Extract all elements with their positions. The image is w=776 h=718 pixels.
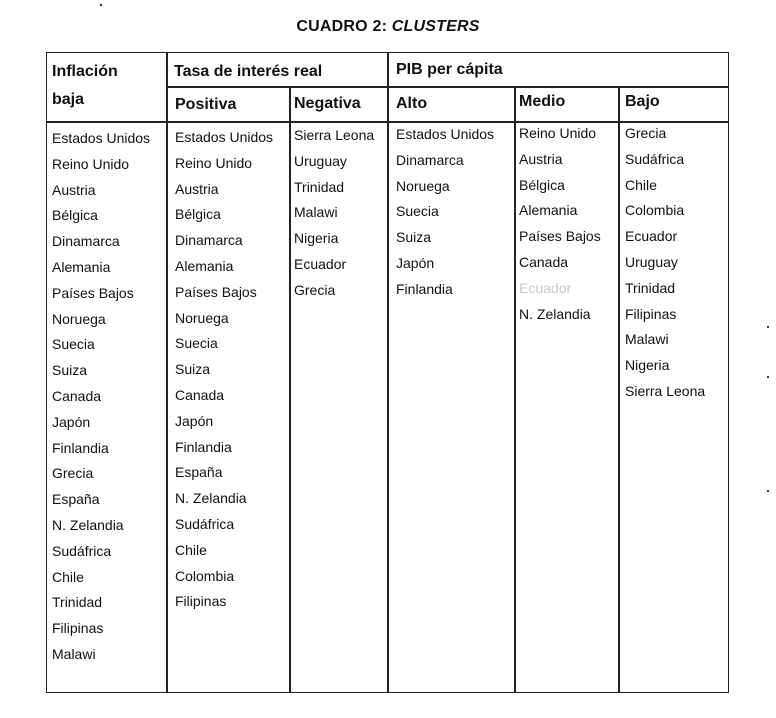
header-medio: Medio: [519, 93, 566, 110]
list-item: Filipinas: [625, 305, 677, 322]
list-item: Finlandia: [175, 438, 232, 455]
list-item: Trinidad: [294, 178, 345, 195]
col-divider: [166, 53, 168, 692]
list-item: Países Bajos: [175, 283, 257, 300]
list-item: Filipinas: [175, 593, 227, 610]
column-negativa: [294, 123, 374, 304]
title-clusters: CLUSTERS: [391, 18, 480, 35]
list-item: Noruega: [175, 309, 229, 326]
list-item: Suecia: [52, 336, 95, 353]
header-inflacion-line2: baja: [52, 91, 85, 108]
list-item: Filipinas: [52, 620, 104, 637]
title-prefix: CUADRO 2:: [296, 18, 388, 35]
list-item: Reino Unido: [175, 154, 253, 171]
list-item: Trinidad: [625, 279, 676, 296]
list-item: Reino Unido: [52, 155, 130, 172]
list-item: Sudáfrica: [175, 515, 235, 532]
list-item: N. Zelandia: [519, 305, 591, 322]
list-item: Países Bajos: [519, 228, 601, 245]
list-item: Reino Unido: [519, 125, 597, 141]
list-item: Noruega: [52, 310, 106, 327]
col-divider: [514, 86, 516, 692]
list-item: N. Zelandia: [175, 490, 247, 507]
list-item: Austria: [175, 180, 219, 197]
list-item: Nigeria: [294, 230, 339, 247]
list-item: Chile: [52, 568, 84, 585]
list-item: Grecia: [625, 125, 667, 141]
list-item: Alemania: [52, 258, 111, 275]
list-item: Austria: [52, 181, 96, 198]
scan-speck: [767, 490, 769, 492]
col-divider: [387, 53, 389, 692]
column-positiva: [175, 125, 273, 615]
col-divider: [618, 86, 620, 692]
clusters-table: [46, 52, 729, 693]
list-item: Ecuador: [294, 255, 347, 272]
scan-speck: [767, 326, 769, 328]
list-item: Canada: [519, 253, 569, 270]
column-alto: [396, 122, 494, 303]
list-item: Noruega: [396, 177, 450, 194]
list-item: Malawi: [52, 645, 96, 662]
column-bajo: [625, 121, 705, 405]
list-item: Dinamarca: [175, 232, 243, 249]
list-item: Bélgica: [175, 206, 221, 223]
list-item: Japón: [396, 254, 435, 271]
list-item: Ecuador: [625, 228, 678, 245]
list-item: Suiza: [396, 229, 432, 246]
list-item: Sierra Leona: [294, 127, 375, 143]
list-item: Colombia: [175, 567, 235, 584]
column-inflacion-baja: [52, 126, 150, 668]
list-item: Finlandia: [52, 439, 109, 456]
header-inflacion: [52, 63, 118, 109]
list-item: Finlandia: [396, 280, 453, 297]
header-rule-upper: [166, 86, 728, 88]
list-item: Canada: [52, 387, 102, 404]
header-negativa: Negativa: [294, 95, 361, 112]
list-item: Canada: [175, 386, 225, 403]
list-item: España: [175, 464, 223, 481]
list-item: Suiza: [52, 362, 88, 379]
header-pib: PIB per cápita: [396, 61, 503, 78]
list-item: Japón: [52, 413, 91, 430]
list-item: Sierra Leona: [625, 382, 706, 399]
column-medio: [519, 121, 601, 327]
list-item: Bélgica: [52, 207, 98, 224]
list-item: Estados Unidos: [396, 126, 495, 142]
list-item: Sudáfrica: [625, 150, 685, 167]
list-item: Uruguay: [294, 152, 347, 169]
scan-speck: [767, 376, 769, 378]
list-item: Suiza: [175, 361, 211, 378]
header-alto: Alto: [396, 95, 428, 112]
list-item: Chile: [625, 176, 657, 193]
list-item: Grecia: [52, 465, 94, 482]
table-title: [0, 18, 776, 36]
list-item: Nigeria: [625, 357, 670, 374]
list-item: Austria: [519, 150, 563, 167]
list-item: Trinidad: [52, 594, 103, 611]
header-inflacion-line1: Inflación: [52, 63, 118, 80]
list-item: Alemania: [175, 257, 234, 274]
header-bajo: Bajo: [625, 93, 660, 110]
list-item: Suecia: [396, 203, 439, 220]
list-item: Estados Unidos: [52, 130, 151, 146]
list-item: Malawi: [625, 331, 669, 348]
list-item: Chile: [175, 541, 207, 558]
list-item: Bélgica: [519, 176, 565, 193]
col-divider: [289, 86, 291, 692]
scan-speck: [100, 4, 102, 6]
list-item: Estados Unidos: [175, 129, 274, 145]
list-item: Japón: [175, 412, 214, 429]
list-item: Países Bajos: [52, 284, 134, 301]
list-item: España: [52, 491, 100, 508]
list-item: Dinamarca: [52, 233, 120, 250]
list-item: Colombia: [625, 202, 685, 219]
header-positiva: Positiva: [175, 96, 237, 113]
list-item: Uruguay: [625, 253, 678, 270]
list-item: Suecia: [175, 335, 218, 352]
list-item: Dinamarca: [396, 151, 464, 168]
list-item: Grecia: [294, 281, 336, 298]
list-item: N. Zelandia: [52, 516, 124, 533]
list-item: Alemania: [519, 202, 578, 219]
list-item: Sudáfrica: [52, 542, 112, 559]
list-item: Malawi: [294, 204, 338, 221]
header-tasa: Tasa de interés real: [174, 63, 323, 80]
list-item: Ecuador: [519, 279, 572, 296]
